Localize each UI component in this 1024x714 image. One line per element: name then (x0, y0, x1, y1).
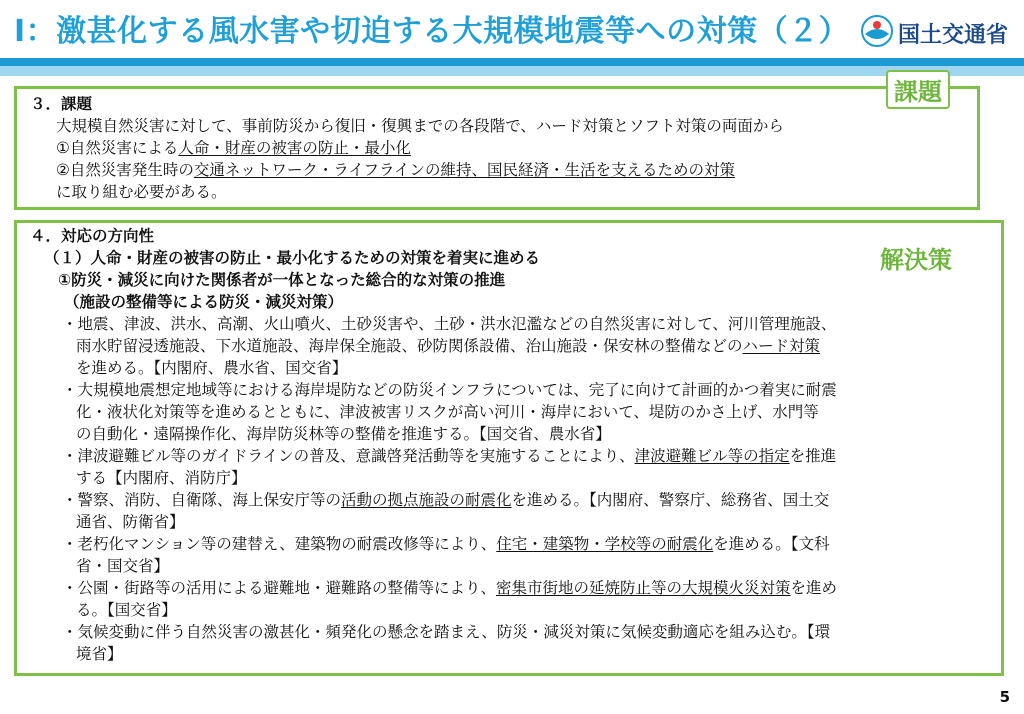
bullet-line: 雨水貯留浸透施設、下水道施設、海岸保全施設、砂防関係設備、治山施設・保安林の整備などのハード対策 (76, 337, 821, 355)
bullet-line: ・津波避難ビル等のガイドラインの普及、意識啓発活動等を実施することにより、津波避難ビル等の指定を推進 (62, 447, 837, 465)
bullet-line: ・地震、津波、洪水、高潮、火山噴火、土砂災害や、土砂・洪水氾濫などの自然災害に対して、河川管理施設、 (62, 315, 837, 333)
solution-subheading: ①防災・減災に向けた関係者が一体となった総合的な対策の推進 (58, 271, 506, 289)
bullet-line: ・老朽化マンション等の建替え、建築物の耐震改修等により、住宅・建築物・学校等の耐震化を進める。【文科 (62, 535, 830, 553)
bullet-line: の自動化・遠隔操作化、海岸防災林等の整備を推進する。【国交省、農水省】 (76, 425, 611, 443)
page-title: Ⅰ：激甚化する風水害や切迫する大規模地震等への対策（２） (14, 14, 850, 49)
issue-heading: ３．課題 (30, 95, 93, 113)
bullet-line: ・公園・街路等の活用による避難地・避難路の整備等により、密集市街地の延焼防止等の大規模火災対策を進め (62, 579, 838, 597)
logo-text: 国土交通省 (898, 23, 1009, 48)
bullet-line: ・大規模地震想定地域等における海岸堤防などの防災インフラについては、完了に向けて計画的かつ着実に耐震 (62, 381, 837, 399)
page-number: 5 (999, 688, 1010, 706)
issue-line: ②自然災害発生時の交通ネットワーク・ライフラインの維持、国民経済・生活を支えるための対策 (56, 161, 736, 179)
solution-subheading: （施設の整備等による防災・減災対策） (64, 293, 344, 311)
solution-heading: ４．対応の方向性 (30, 227, 155, 245)
bullet-line: 通省、防衛省】 (76, 513, 185, 531)
bullet-line: 省・国交省】 (76, 557, 170, 575)
solution-tag: 解決策 (874, 240, 958, 275)
issue-line: に取り組む必要がある。 (56, 183, 227, 201)
ministry-logo (860, 14, 1020, 50)
bullet-line: 化・液状化対策等を進めるとともに、津波被害リスクが高い河川・海岸において、堤防のかさ上げ、水門等 (76, 403, 819, 421)
header-band (0, 58, 1024, 66)
bullet-line: を進める。【内閣府、農水省、国交省】 (76, 359, 348, 377)
bullet-line: する【内閣府、消防庁】 (76, 469, 247, 487)
issue-tag: 課題 (886, 70, 950, 109)
bullet-line: ・警察、消防、自衛隊、海上保安庁等の活動の拠点施設の耐震化を進める。【内閣府、警察庁、総務省、国土交 (62, 491, 830, 509)
issue-line: ①自然災害による人命・財産の被害の防止・最小化 (56, 139, 411, 157)
mlit-logo-icon (860, 14, 894, 48)
issue-line: 大規模自然災害に対して、事前防災から復旧・復興までの各段階で、ハード対策とソフト対策の両面から (56, 117, 784, 135)
bullet-line: ・気候変動に伴う自然災害の激甚化・頻発化の懸念を踏まえ、防災・減災対策に気候変動適応を組み込む。【環 (62, 623, 831, 641)
bullet-line: る。【国交省】 (76, 601, 177, 619)
solution-subheading: （１）人命・財産の被害の防止・最小化するための対策を着実に進める (44, 249, 541, 267)
bullet-line: 境省】 (76, 645, 123, 663)
header-band-light (0, 66, 1024, 76)
header (0, 0, 1024, 58)
